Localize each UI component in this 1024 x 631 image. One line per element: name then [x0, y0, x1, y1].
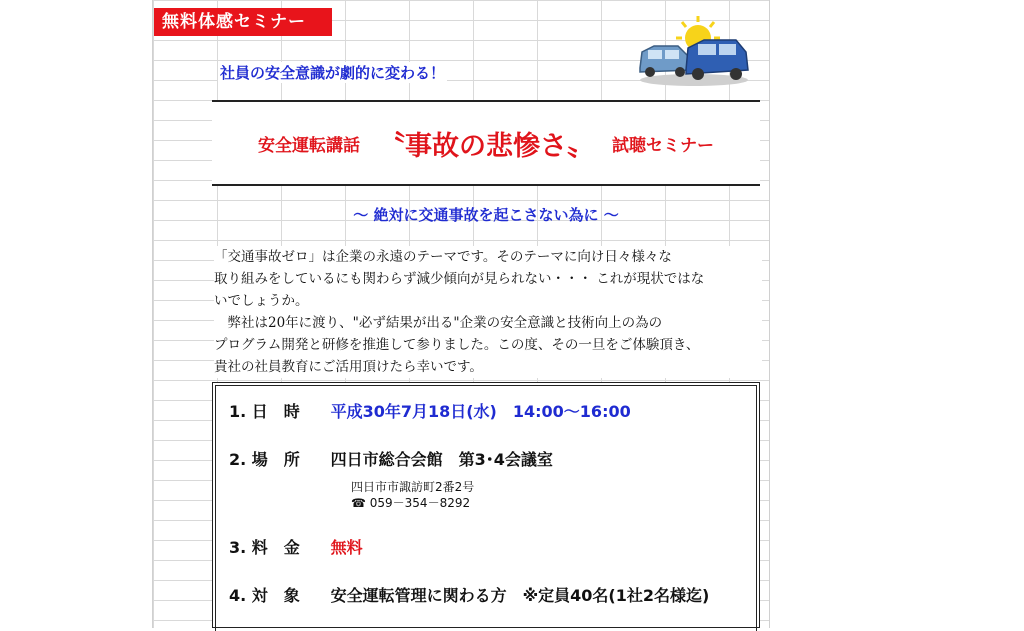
seminar-title-box: [212, 100, 760, 186]
date-label: 1. 日 時: [229, 402, 300, 421]
fee-label: 3. 料 金: [229, 538, 300, 557]
fee-row: [229, 535, 363, 558]
intro-line: 取り組みをしているにも関わらず減少傾向が見られない・・・ これが現状ではな: [214, 271, 705, 287]
place-tel: ☎ 059－354－8292: [351, 496, 471, 510]
title-prefix: 安全運転講話: [258, 135, 360, 156]
target-label: 4. 対 象: [229, 586, 300, 605]
place-value: 四日市総合会館 第3･4会議室: [330, 450, 553, 469]
place-label: 2. 場 所: [229, 450, 300, 469]
tagline: 社員の安全意識が劇的に変わる！: [220, 64, 446, 82]
intro-line: いでしょうか。: [214, 293, 309, 309]
target-value: 安全運転管理に関わる方 ※定員40名(1社2名様迄): [330, 586, 710, 605]
intro-line: 「交通事故ゼロ」は企業の永遠のテーマです。そのテーマに向け日々様々な: [214, 249, 672, 265]
car-collision-icon: [634, 12, 752, 88]
date-value: 平成30年7月18日(水) 14:00～16:00: [330, 402, 631, 421]
details-box: [212, 382, 760, 628]
fee-value: 無料: [330, 538, 363, 557]
place-address: 四日市市諏訪町2番2号: [351, 480, 475, 494]
place-row: [229, 447, 553, 470]
free-seminar-badge: 無料体感セミナー: [154, 8, 332, 36]
title-suffix: 試聴セミナー: [612, 135, 714, 156]
intro-text: [214, 246, 762, 378]
date-row: [229, 399, 631, 422]
intro-line: プログラム開発と研修を推進して参りました。この度、その一旦をご体験頂き、: [214, 337, 700, 353]
intro-line: 弊社は20年に渡り、"必ず結果が出る"企業の安全意識と技術向上の為の: [214, 315, 663, 331]
subtitle: ～ 絶対に交通事故を起こさない為に ～: [353, 206, 619, 224]
intro-line: 貴社の社員教育にご活用頂けたら幸いです。: [214, 359, 483, 375]
title-main: 〝事故の悲惨さ〟: [378, 130, 594, 162]
target-row: [229, 583, 709, 606]
